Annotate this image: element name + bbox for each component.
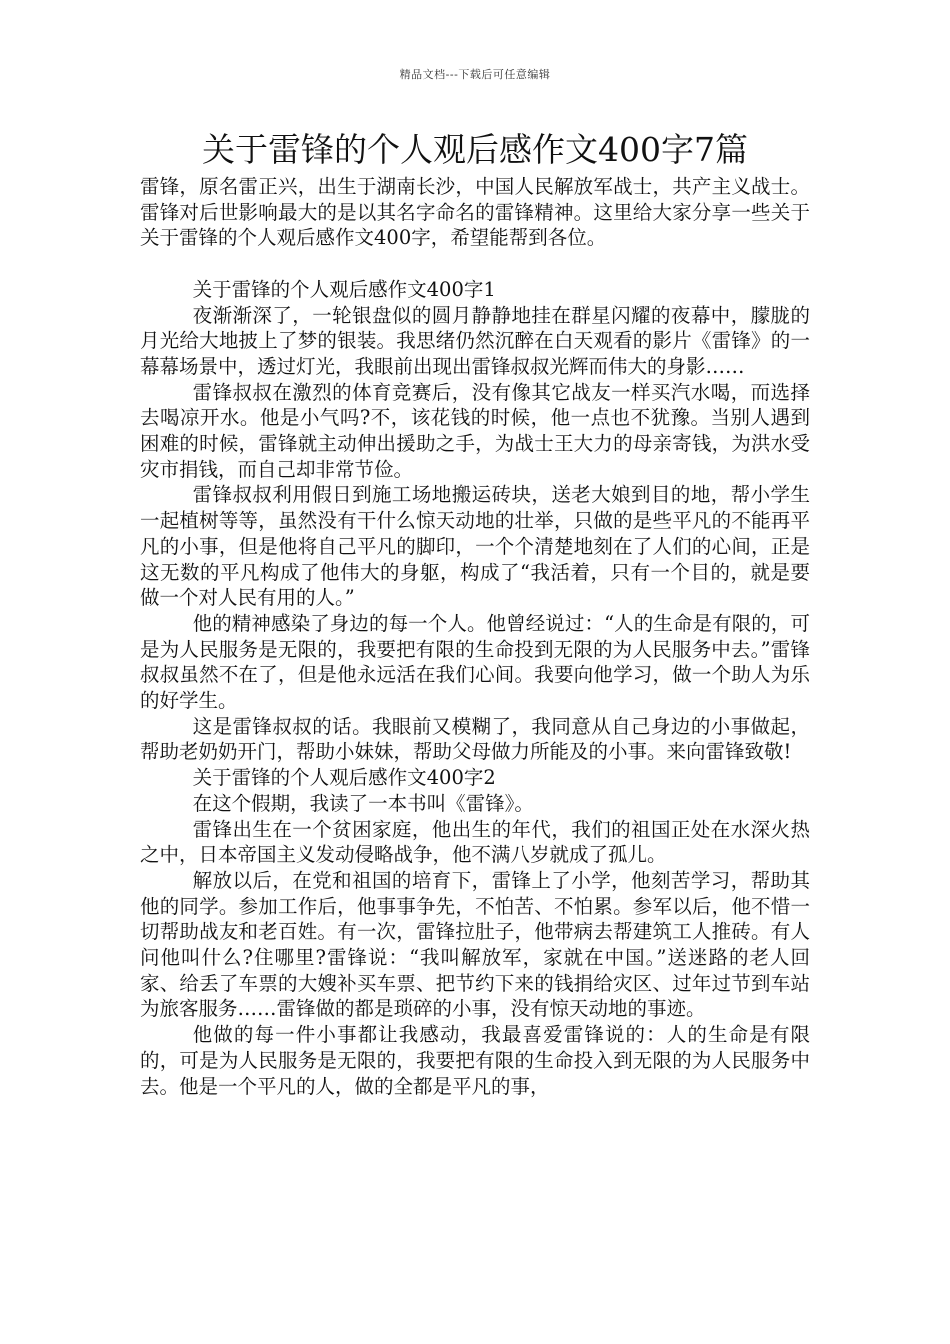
body-paragraph: 他的精神感染了身边的每一个人。他曾经说过：“人的生命是有限的，可是为人民服务是无限的，我要把有限的生命投到无限的为人民服务中去。”雷锋叔叔虽然不在了，但是他永远活在我们心间。我要向他学习，做一个助人为乐的好学生。 xyxy=(140,611,810,713)
body-paragraph: 他做的每一件小事都让我感动，我最喜爱雷锋说的：人的生命是有限的，可是为人民服务是无限的，我要把有限的生命投入到无限的为人民服务中去。他是一个平凡的人，做的全都是平凡的事， xyxy=(140,1023,810,1098)
body-paragraph: 解放以后，在党和祖国的培育下，雷锋上了小学，他刻苦学习，帮助其他的同学。参加工作后，他事事争先，不怕苦、不怕累。参军以后，他不惜一切帮助战友和老百姓。有一次，雷锋拉肚子，他带病去帮建筑工人推砖。有人问他叫什么?住哪里?雷锋说：“我叫解放军，家就在中国。”送迷路的老人回家、给丢了车票的大嫂补买车票、把节约下来的钱捐给灾区、过年过节到车站为旅客服务……雷锋做的都是琐碎的小事，没有惊天动地的事迹。 xyxy=(140,868,810,1021)
section-heading-1: 关于雷锋的个人观后感作文400字1 xyxy=(192,277,496,301)
body-paragraph: 雷锋叔叔利用假日到施工场地搬运砖块，送老大娘到目的地，帮小学生一起植树等等，虽然没有干什么惊天动地的壮举，只做的是些平凡的不能再平凡的小事，但是他将自己平凡的脚印，一个个清楚地刻在了人们的心间，正是这无数的平凡构成了他伟大的身躯，构成了“我活着，只有一个目的，就是要做一个对人民有用的人。” xyxy=(140,483,810,610)
body-paragraph: 雷锋出生在一个贫困家庭，他出生的年代，我们的祖国正处在水深火热之中，日本帝国主义发动侵略战争，他不满八岁就成了孤儿。 xyxy=(140,817,810,867)
document-title: 关于雷锋的个人观后感作文400字7篇 xyxy=(202,130,748,169)
intro-paragraph: 雷锋，原名雷正兴，出生于湖南长沙，中国人民解放军战士，共产主义战士。雷锋对后世影响最大的是以其名字命名的雷锋精神。这里给大家分享一些关于关于雷锋的个人观后感作文400字，希望能帮到各位。 xyxy=(140,175,810,250)
body-paragraph: 夜渐渐深了，一轮银盘似的圆月静静地挂在群星闪耀的夜幕中，朦胧的月光给大地披上了梦的银装。我思绪仍然沉醉在白天观看的影片《雷锋》的一幕幕场景中，透过灯光，我眼前出现出雷锋叔叔光辉而伟大的身影…… xyxy=(140,303,810,378)
section-heading-2: 关于雷锋的个人观后感作文400字2 xyxy=(192,766,496,790)
document-body xyxy=(140,174,810,1099)
body-paragraph: 在这个假期，我读了一本书叫《雷锋》。 xyxy=(192,791,534,815)
body-paragraph: 雷锋叔叔在激烈的体育竞赛后，没有像其它战友一样买汽水喝，而选择去喝凉开水。他是小气吗?不，该花钱的时候，他一点也不犹豫。当别人遇到困难的时候，雷锋就主动伸出援助之手，为战士王大力的母亲寄钱，为洪水受灾市捐钱，而自己却非常节俭。 xyxy=(140,380,810,481)
body-paragraph: 这是雷锋叔叔的话。我眼前又模糊了，我同意从自己身边的小事做起，帮助老奶奶开门，帮助小妹妹，帮助父母做力所能及的小事。来向雷锋致敬! xyxy=(140,714,810,764)
header-note: 精品文档---下载后可任意编辑 xyxy=(399,68,551,81)
